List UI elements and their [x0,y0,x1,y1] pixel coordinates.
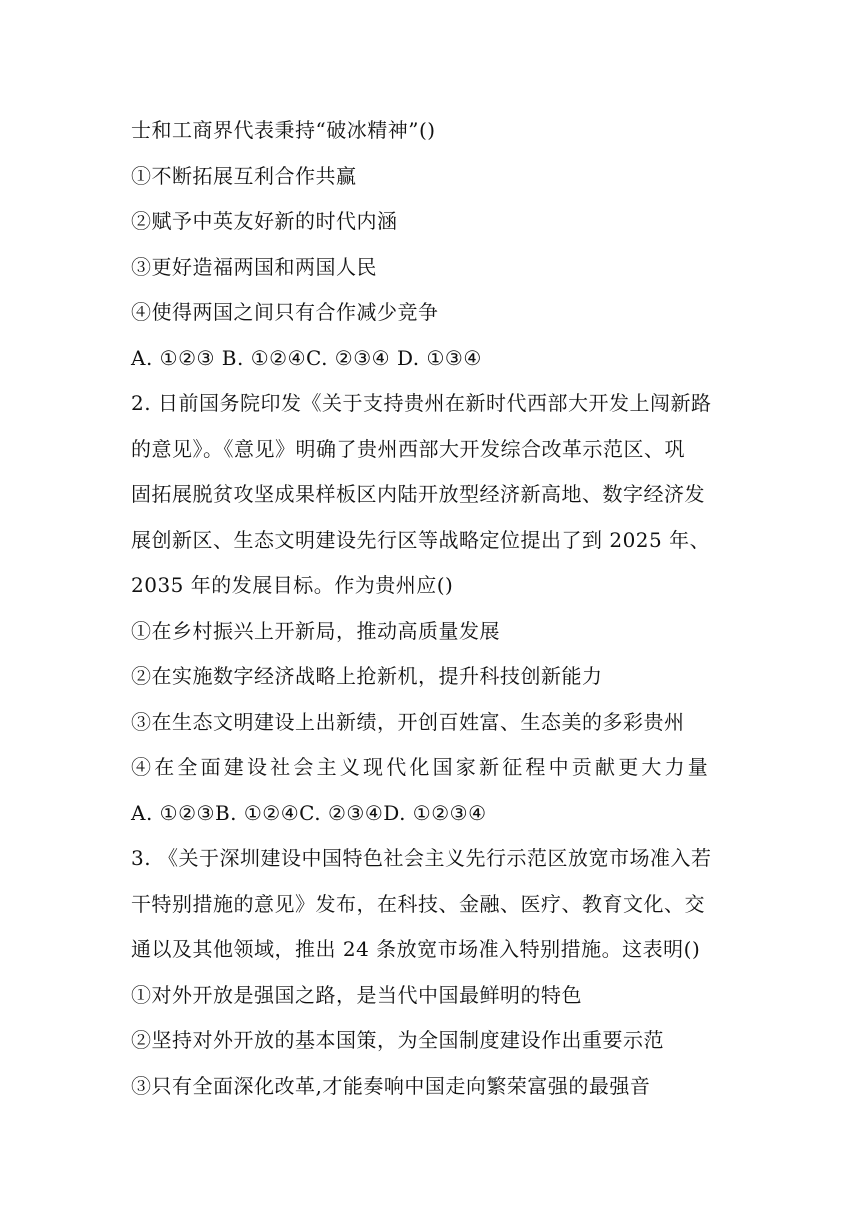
option-line: ②坚持对外开放的基本国策，为全国制度建设作出重要示范 [131,1028,664,1052]
option-line: ③在生态文明建设上出新绩，开创百姓富、生态美的多彩贵州 [131,709,685,734]
option-line: ③更好造福两国和两国人民 [131,254,377,279]
question-text-block [131,108,731,1109]
option-line: ①不断拓展互利合作共赢 [131,163,357,188]
option-line: ①对外开放是强国之路，是当代中国最鲜明的特色 [131,982,582,1007]
option-line: ②赋予中英友好新的时代内涵 [131,209,398,233]
question-line: 通以及其他领域，推出 24 条放宽市场准入特别措施。这表明() [131,937,701,961]
answer-choices-line: A. ①②③B. ①②④C. ②③④D. ①②③④ [131,800,487,825]
question-line: 3. 《关于深圳建设中国特色社会主义先行示范区放宽市场准入若 [131,846,712,870]
option-line: ④使得两国之间只有合作减少竞争 [131,300,439,324]
option-line: ③只有全面深化改革,才能奏响中国走向繁荣富强的最强音 [131,1073,651,1098]
text-line: 士和工商界代表秉持“破冰精神”() [131,118,436,142]
question-line: 2035 年的发展目标。作为贵州应() [131,573,454,597]
option-line: ④在全面建设社会主义现代化国家新征程中贡献更大力量 [131,755,711,779]
option-line: ②在实施数字经济战略上抢新机，提升科技创新能力 [131,664,603,688]
question-line: 展创新区、生态文明建设先行区等战略定位提出了到 2025 年、 [131,527,711,552]
question-line: 的意见》。《意见》明确了贵州西部大开发综合改革示范区、巩 [131,436,685,461]
option-line: ①在乡村振兴上开新局，推动高质量发展 [131,618,500,643]
question-line: 2. 日前国务院印发《关于支持贵州在新时代西部大开发上闯新路 [131,391,712,415]
question-line: 干特别措施的意见》发布，在科技、金融、医疗、教育文化、交 [131,891,705,916]
answer-choices-line: A. ①②③ B. ①②④C. ②③④ D. ①③④ [131,345,482,370]
question-line: 固拓展脱贫攻坚成果样板区内陆开放型经济新高地、数字经济发 [131,482,705,506]
